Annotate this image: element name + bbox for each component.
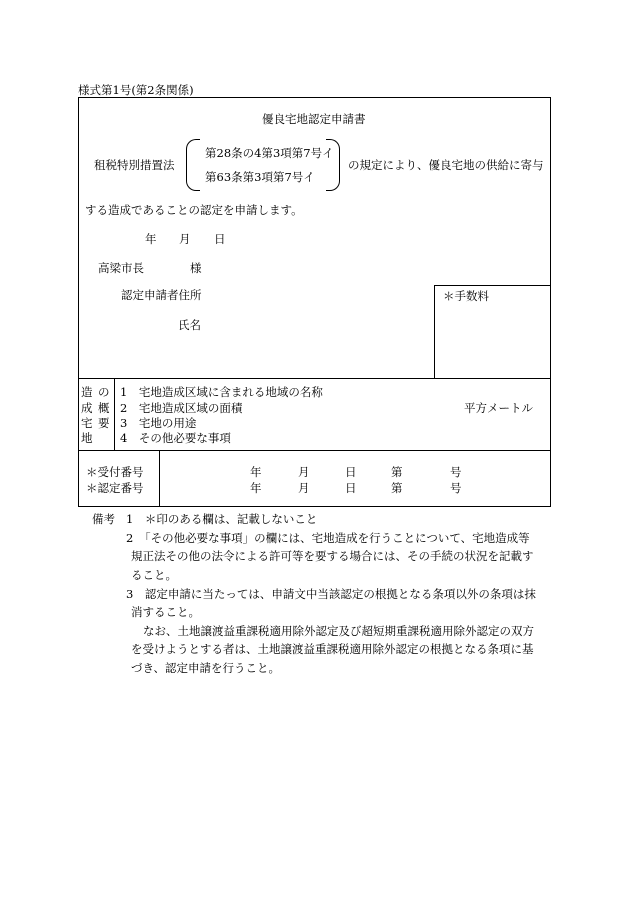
fee-box-top-border bbox=[434, 285, 551, 286]
overview-header-char: 成 bbox=[81, 401, 93, 415]
notes-heading: 備考 bbox=[92, 512, 115, 526]
note-3-line: を受けようとする者は、土地譲渡益重課税適用除外認定の根拠となる条項に基 bbox=[131, 642, 534, 656]
addressee-name: 高梁市長 bbox=[98, 261, 144, 275]
note-3-line: なお、土地譲渡益重課税適用除外認定及び超短期重課税適用除外認定の双方 bbox=[143, 624, 534, 638]
date-month: 月 bbox=[179, 232, 191, 246]
overview-header-char: 概 bbox=[98, 401, 110, 415]
certification-go: 号 bbox=[450, 481, 462, 495]
numbers-label-divider bbox=[159, 450, 160, 507]
note-3-line: づき、認定申請を行うこと。 bbox=[131, 661, 281, 675]
clause-2: 第63条第3項第7号イ bbox=[205, 170, 315, 184]
receipt-day: 日 bbox=[345, 465, 357, 479]
addressee-honorific: 様 bbox=[190, 261, 202, 275]
overview-header-char: 造 bbox=[81, 385, 93, 399]
certification-day: 日 bbox=[345, 481, 357, 495]
applicant-name-label: 氏名 bbox=[178, 318, 201, 332]
certification-month: 月 bbox=[298, 481, 310, 495]
overview-top-border bbox=[78, 378, 551, 379]
overview-item: 3 宅地の用途 bbox=[120, 416, 197, 430]
overview-header-divider bbox=[114, 378, 115, 450]
overview-item: 1 宅地造成区域に含まれる地域の名称 bbox=[120, 385, 323, 399]
applicant-address-label: 認定申請者住所 bbox=[121, 288, 202, 302]
receipt-dai: 第 bbox=[391, 465, 403, 479]
fee-label: ＊手数料 bbox=[443, 289, 489, 303]
right-bracket bbox=[326, 139, 340, 191]
note-2-line: 規正法その他の法令による許可等を要する場合には、その手続の状況を記載す bbox=[131, 549, 534, 563]
left-bracket bbox=[186, 139, 200, 191]
clause-1: 第28条の4第3項第7号イ bbox=[205, 146, 334, 160]
note-3-line: 3 認定申請に当たっては、申請文中当該認定の根拠となる条項以外の条項は抹 bbox=[126, 587, 536, 601]
form-title: 優良宅地認定申請書 bbox=[262, 112, 366, 126]
fee-box-left-border bbox=[434, 285, 435, 378]
certification-dai: 第 bbox=[391, 481, 403, 495]
certification-year: 年 bbox=[250, 481, 262, 495]
certification-number-label: ＊認定番号 bbox=[86, 481, 144, 495]
receipt-go: 号 bbox=[450, 465, 462, 479]
date-year: 年 bbox=[145, 232, 157, 246]
numbers-top-border bbox=[78, 450, 551, 451]
overview-header-char: の bbox=[98, 385, 110, 399]
note-2-line: ること。 bbox=[131, 568, 177, 582]
date-day: 日 bbox=[214, 232, 226, 246]
receipt-month: 月 bbox=[298, 465, 310, 479]
receipt-number-label: ＊受付番号 bbox=[86, 465, 144, 479]
overview-item: 4 その他必要な事項 bbox=[120, 431, 231, 445]
overview-header-char: 地 bbox=[81, 431, 93, 445]
area-unit: 平方メートル bbox=[464, 401, 533, 415]
receipt-year: 年 bbox=[250, 465, 262, 479]
note-2-line: 2 「その他必要な事項」の欄には、宅地造成を行うことについて、宅地造成等 bbox=[126, 531, 530, 545]
text-after-clause: の規定により、優良宅地の供給に寄与 bbox=[348, 158, 544, 172]
overview-header-char: 要 bbox=[98, 416, 110, 430]
form-number: 様式第1号(第2条関係) bbox=[78, 83, 194, 97]
overview-header-char: 宅 bbox=[81, 416, 93, 430]
overview-item: 2 宅地造成区域の面積 bbox=[120, 401, 243, 415]
note-1: 1 ＊印のある欄は、記載しないこと bbox=[126, 512, 318, 526]
law-name: 租税特別措置法 bbox=[94, 158, 175, 172]
note-3-line: 消すること。 bbox=[131, 605, 200, 619]
text-continued: する造成であることの認定を申請します。 bbox=[85, 203, 303, 217]
